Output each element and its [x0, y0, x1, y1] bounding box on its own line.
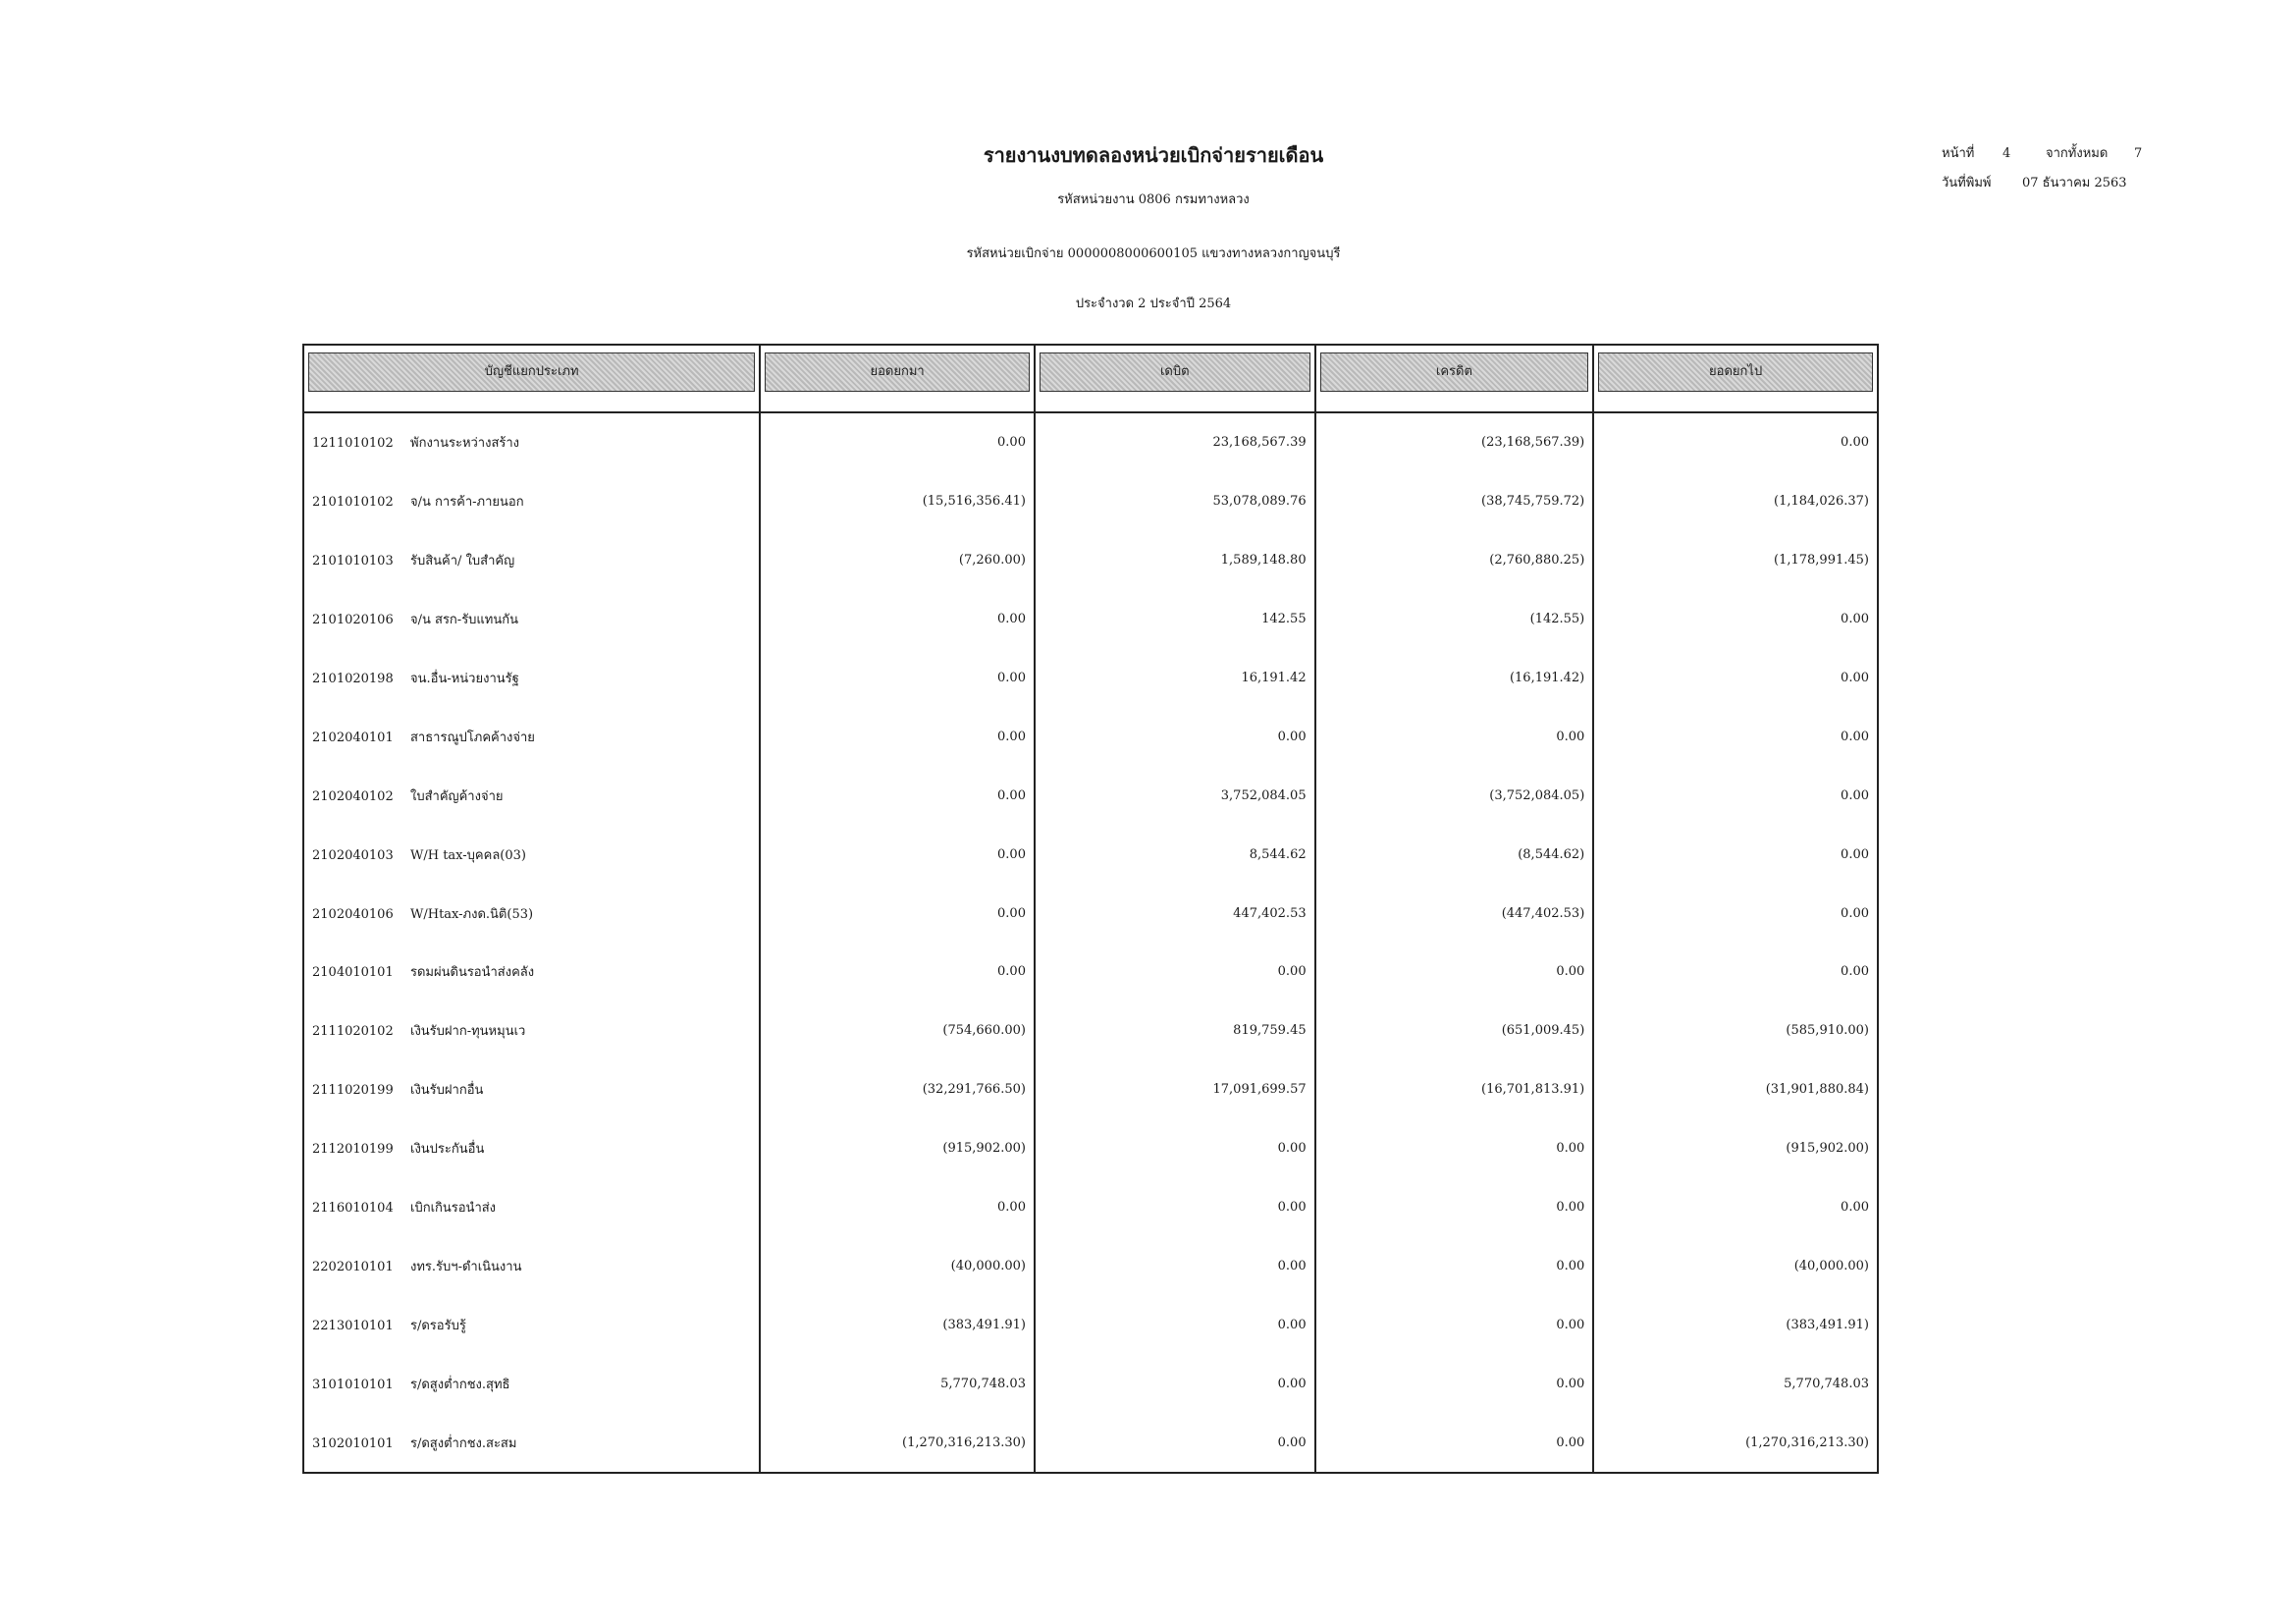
- table-row: [303, 1295, 1878, 1354]
- account-cell: [303, 1413, 760, 1473]
- carried-forward-cell: (40,000.00): [1593, 1236, 1878, 1295]
- print-date-label: วันที่พิมพ์: [1942, 176, 1992, 190]
- brought-forward-cell: (383,491.91): [760, 1295, 1035, 1354]
- debit-cell: 0.00: [1035, 1119, 1315, 1178]
- credit-cell: (16,191.42): [1315, 649, 1594, 708]
- debit-cell: 0.00: [1035, 1354, 1315, 1413]
- table-row: [303, 1001, 1878, 1060]
- account-code: 2104010101: [312, 965, 394, 981]
- account-name: เบิกเกินรอนำส่ง: [410, 1201, 497, 1217]
- table-row: [303, 1178, 1878, 1237]
- col-header-label: เดบิต: [1040, 352, 1310, 392]
- table-row: [303, 1413, 1878, 1473]
- credit-cell: (2,760,880.25): [1315, 531, 1594, 590]
- account-code: 2111020102: [312, 1024, 394, 1040]
- debit-cell: 0.00: [1035, 943, 1315, 1001]
- brought-forward-cell: (15,516,356.41): [760, 472, 1035, 531]
- account-code: 2213010101: [312, 1318, 394, 1333]
- account-code: 2102040102: [312, 788, 394, 804]
- debit-cell: 819,759.45: [1035, 1001, 1315, 1060]
- credit-cell: 0.00: [1315, 1354, 1594, 1413]
- brought-forward-cell: (1,270,316,213.30): [760, 1413, 1035, 1473]
- table-row: [303, 531, 1878, 590]
- account-name: รดมผ่นดินรอนำส่งคลัง: [410, 965, 535, 981]
- debit-cell: 16,191.42: [1035, 649, 1315, 708]
- carried-forward-cell: 0.00: [1593, 412, 1878, 472]
- table-row: [303, 472, 1878, 531]
- brought-forward-cell: (40,000.00): [760, 1236, 1035, 1295]
- credit-cell: (142.55): [1315, 590, 1594, 649]
- carried-forward-cell: 0.00: [1593, 884, 1878, 943]
- account-name: ใบสำคัญค้างจ่าย: [410, 788, 504, 804]
- credit-cell: 0.00: [1315, 1413, 1594, 1473]
- account-cell: [303, 590, 760, 649]
- debit-cell: 8,544.62: [1035, 825, 1315, 884]
- disbursing-unit-line: รหัสหน่วยเบิกจ่าย 0000008000600105 แขวงทางหลวงกาญจนบุรี: [966, 246, 1341, 261]
- account-cell: [303, 825, 760, 884]
- debit-cell: 0.00: [1035, 1295, 1315, 1354]
- credit-cell: 0.00: [1315, 943, 1594, 1001]
- account-cell: [303, 1001, 760, 1060]
- debit-cell: 142.55: [1035, 590, 1315, 649]
- print-date: 07 ธันวาคม 2563: [2022, 176, 2127, 190]
- carried-forward-cell: (915,902.00): [1593, 1119, 1878, 1178]
- account-cell: [303, 1295, 760, 1354]
- table-row: [303, 766, 1878, 825]
- account-code: 2102040106: [312, 906, 394, 922]
- debit-cell: 0.00: [1035, 1178, 1315, 1237]
- brought-forward-cell: (754,660.00): [760, 1001, 1035, 1060]
- brought-forward-cell: 0.00: [760, 825, 1035, 884]
- account-cell: [303, 412, 760, 472]
- table-row: [303, 825, 1878, 884]
- credit-cell: (16,701,813.91): [1315, 1060, 1594, 1119]
- account-name: จ/น สรก-รับแทนกัน: [410, 613, 519, 628]
- brought-forward-cell: 0.00: [760, 943, 1035, 1001]
- account-name: งทร.รับฯ-ดำเนินงาน: [410, 1259, 522, 1274]
- debit-cell: 53,078,089.76: [1035, 472, 1315, 531]
- trial-balance-table: [302, 344, 1879, 1474]
- account-cell: [303, 884, 760, 943]
- table-row: [303, 412, 1878, 472]
- table-row: [303, 943, 1878, 1001]
- table-row: [303, 707, 1878, 766]
- account-code: 2101020106: [312, 613, 394, 628]
- account-code: 2202010101: [312, 1259, 394, 1274]
- account-code: 2102040101: [312, 730, 394, 745]
- table-row: [303, 884, 1878, 943]
- carried-forward-cell: (383,491.91): [1593, 1295, 1878, 1354]
- col-header-label: บัญชีแยกประเภท: [308, 352, 755, 392]
- credit-cell: (3,752,084.05): [1315, 766, 1594, 825]
- account-name: เงินรับฝาก-ทุนหมุนเว: [410, 1024, 526, 1040]
- carried-forward-cell: 5,770,748.03: [1593, 1354, 1878, 1413]
- table-row: [303, 1354, 1878, 1413]
- period-line: ประจำงวด 2 ประจำปี 2564: [1075, 297, 1232, 311]
- table-row: [303, 1060, 1878, 1119]
- account-name: สาธารณูปโภคค้างจ่าย: [410, 730, 535, 745]
- credit-cell: 0.00: [1315, 1178, 1594, 1237]
- brought-forward-cell: 0.00: [760, 884, 1035, 943]
- brought-forward-cell: 0.00: [760, 412, 1035, 472]
- carried-forward-cell: 0.00: [1593, 943, 1878, 1001]
- carried-forward-cell: 0.00: [1593, 766, 1878, 825]
- credit-cell: 0.00: [1315, 1119, 1594, 1178]
- brought-forward-cell: 0.00: [760, 590, 1035, 649]
- debit-cell: 0.00: [1035, 1236, 1315, 1295]
- col-header-label: ยอดยกไป: [1598, 352, 1873, 392]
- account-cell: [303, 472, 760, 531]
- account-code: 1211010102: [312, 436, 394, 452]
- account-name: ร/ดสูงต่ำกชง.สะสม: [410, 1435, 517, 1451]
- account-cell: [303, 1236, 760, 1295]
- carried-forward-cell: 0.00: [1593, 590, 1878, 649]
- carried-forward-cell: 0.00: [1593, 825, 1878, 884]
- total-pages: 7: [2134, 146, 2143, 161]
- account-name: จน.อื่น-หน่วยงานรัฐ: [410, 672, 519, 686]
- debit-cell: 3,752,084.05: [1035, 766, 1315, 825]
- account-cell: [303, 1119, 760, 1178]
- credit-cell: 0.00: [1315, 1236, 1594, 1295]
- debit-cell: 17,091,699.57: [1035, 1060, 1315, 1119]
- account-name: เงินรับฝากอื่น: [410, 1083, 484, 1099]
- account-cell: [303, 649, 760, 708]
- account-cell: [303, 531, 760, 590]
- account-cell: [303, 1178, 760, 1237]
- carried-forward-cell: (1,184,026.37): [1593, 472, 1878, 531]
- account-name: ร/ดรอรับรู้: [410, 1318, 466, 1333]
- carried-forward-cell: (31,901,880.84): [1593, 1060, 1878, 1119]
- account-name: W/H tax-บุคคล(03): [410, 847, 526, 863]
- account-name: พักงานระหว่างสร้าง: [410, 436, 520, 452]
- brought-forward-cell: (7,260.00): [760, 531, 1035, 590]
- carried-forward-cell: 0.00: [1593, 649, 1878, 708]
- debit-cell: 23,168,567.39: [1035, 412, 1315, 472]
- agency-line: รหัสหน่วยงาน 0806 กรมทางหลวง: [1057, 192, 1250, 207]
- report-header: [746, 139, 1561, 347]
- page-label: หน้าที่: [1942, 146, 1975, 161]
- carried-forward-cell: 0.00: [1593, 707, 1878, 766]
- col-header-debit: [1035, 345, 1315, 412]
- carried-forward-cell: 0.00: [1593, 1178, 1878, 1237]
- print-date-row: [1942, 169, 2142, 198]
- table-row: [303, 590, 1878, 649]
- brought-forward-cell: 0.00: [760, 707, 1035, 766]
- credit-cell: (8,544.62): [1315, 825, 1594, 884]
- account-code: 2111020199: [312, 1083, 394, 1099]
- credit-cell: (23,168,567.39): [1315, 412, 1594, 472]
- account-cell: [303, 707, 760, 766]
- page-number-row: [1942, 139, 2142, 169]
- col-header-label: ยอดยกมา: [765, 352, 1030, 392]
- account-code: 3101010101: [312, 1377, 394, 1392]
- account-name: จ/น การค้า-ภายนอก: [410, 495, 524, 511]
- debit-cell: 0.00: [1035, 1413, 1315, 1473]
- carried-forward-cell: (1,178,991.45): [1593, 531, 1878, 590]
- page-meta: [1942, 139, 2142, 198]
- credit-cell: (651,009.45): [1315, 1001, 1594, 1060]
- brought-forward-cell: 5,770,748.03: [760, 1354, 1035, 1413]
- brought-forward-cell: (915,902.00): [760, 1119, 1035, 1178]
- debit-cell: 0.00: [1035, 707, 1315, 766]
- account-code: 2101020198: [312, 672, 394, 686]
- page-number: 4: [2002, 146, 2011, 161]
- table-row: [303, 1119, 1878, 1178]
- account-name: เงินประกันอื่น: [410, 1142, 485, 1158]
- account-code: 2101010102: [312, 495, 394, 511]
- table-header-row: [303, 345, 1878, 412]
- col-header-brought-forward: [760, 345, 1035, 412]
- brought-forward-cell: 0.00: [760, 649, 1035, 708]
- col-header-label: เครดิต: [1320, 352, 1589, 392]
- account-cell: [303, 766, 760, 825]
- account-code: 2102040103: [312, 847, 394, 863]
- report-title: รายงานงบทดลองหน่วยเบิกจ่ายรายเดือน: [983, 143, 1324, 167]
- brought-forward-cell: 0.00: [760, 1178, 1035, 1237]
- account-cell: [303, 1060, 760, 1119]
- credit-cell: (447,402.53): [1315, 884, 1594, 943]
- account-name: ร/ดสูงต่ำกชง.สุทธิ: [410, 1377, 510, 1392]
- debit-cell: 1,589,148.80: [1035, 531, 1315, 590]
- col-header-account: [303, 345, 760, 412]
- credit-cell: (38,745,759.72): [1315, 472, 1594, 531]
- table-body: [303, 412, 1878, 1473]
- debit-cell: 447,402.53: [1035, 884, 1315, 943]
- account-name: รับสินค้า/ ใบสำคัญ: [410, 554, 515, 569]
- account-code: 2116010104: [312, 1201, 394, 1217]
- total-pages-label: จากทั้งหมด: [2046, 146, 2109, 161]
- table-row: [303, 649, 1878, 708]
- account-code: 3102010101: [312, 1435, 394, 1451]
- carried-forward-cell: (1,270,316,213.30): [1593, 1413, 1878, 1473]
- credit-cell: 0.00: [1315, 1295, 1594, 1354]
- credit-cell: 0.00: [1315, 707, 1594, 766]
- col-header-carried-forward: [1593, 345, 1878, 412]
- brought-forward-cell: (32,291,766.50): [760, 1060, 1035, 1119]
- brought-forward-cell: 0.00: [760, 766, 1035, 825]
- table-row: [303, 1236, 1878, 1295]
- account-cell: [303, 943, 760, 1001]
- account-code: 2101010103: [312, 554, 394, 569]
- col-header-credit: [1315, 345, 1594, 412]
- account-code: 2112010199: [312, 1142, 394, 1158]
- carried-forward-cell: (585,910.00): [1593, 1001, 1878, 1060]
- account-cell: [303, 1354, 760, 1413]
- account-name: W/Htax-ภงด.นิติ(53): [410, 906, 534, 922]
